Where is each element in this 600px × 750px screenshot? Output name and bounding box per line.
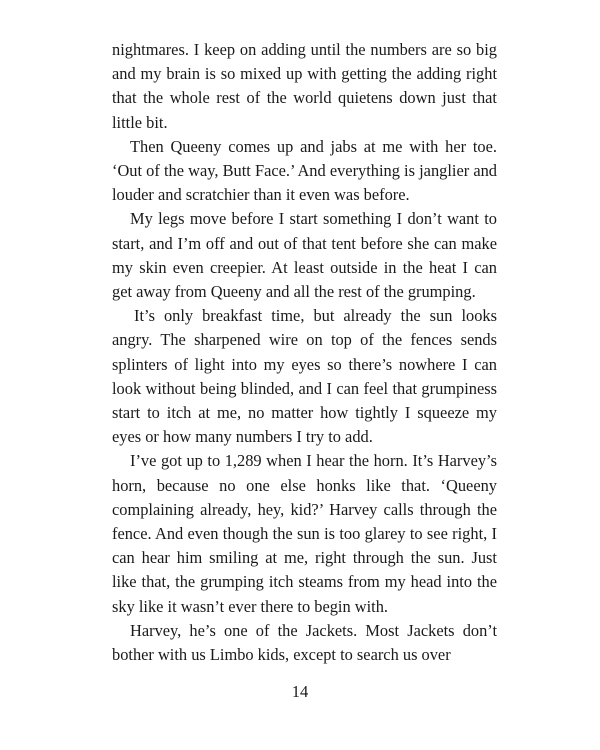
paragraph-3: My legs move before I start something I don’t want to start, and I’m off and out of that tent before she can make my skin even creepier. At least outside in the heat I can get away from Queeny and all the rest of the grumping. <box>112 209 497 302</box>
paragraph-5: I’ve got up to 1,289 when I hear the horn. It’s Harvey’s horn, because no one else honks like that. ‘Queeny complaining already, hey, kid?’ Harvey calls through the fence. And even though the sun is too glarey to see right, I can hear him smiling at me, right through the sun. Just like that, the grumping itch steams from my head into the sky like it wasn’t ever there to begin with. <box>112 451 497 616</box>
paragraph-1: nightmares. I keep on adding until the numbers are so big and my brain is so mixed up with getting the adding right that the whole rest of the world quietens down just that little bit. <box>112 40 497 132</box>
paragraph-4: It’s only breakfast time, but already the sun looks angry. The sharpened wire on top of the fences sends splinters of light into my eyes so there’s nowhere I can look without being blinded, and I can feel that grumpiness start to itch at me, no matter how tightly I squeeze my eyes or how many numbers I try to add. <box>112 306 497 447</box>
paragraph-2: Then Queeny comes up and jabs at me with her toe. ‘Out of the way, Butt Face.’ And everything is janglier and louder and scratchier than it even was before. <box>112 136 497 205</box>
paragraph-6: Harvey, he’s one of the Jackets. Most Jackets don’t bother with us Limbo kids, except to search us over <box>112 620 497 665</box>
page-number: 14 <box>291 682 309 701</box>
book-page-text <box>112 38 497 667</box>
